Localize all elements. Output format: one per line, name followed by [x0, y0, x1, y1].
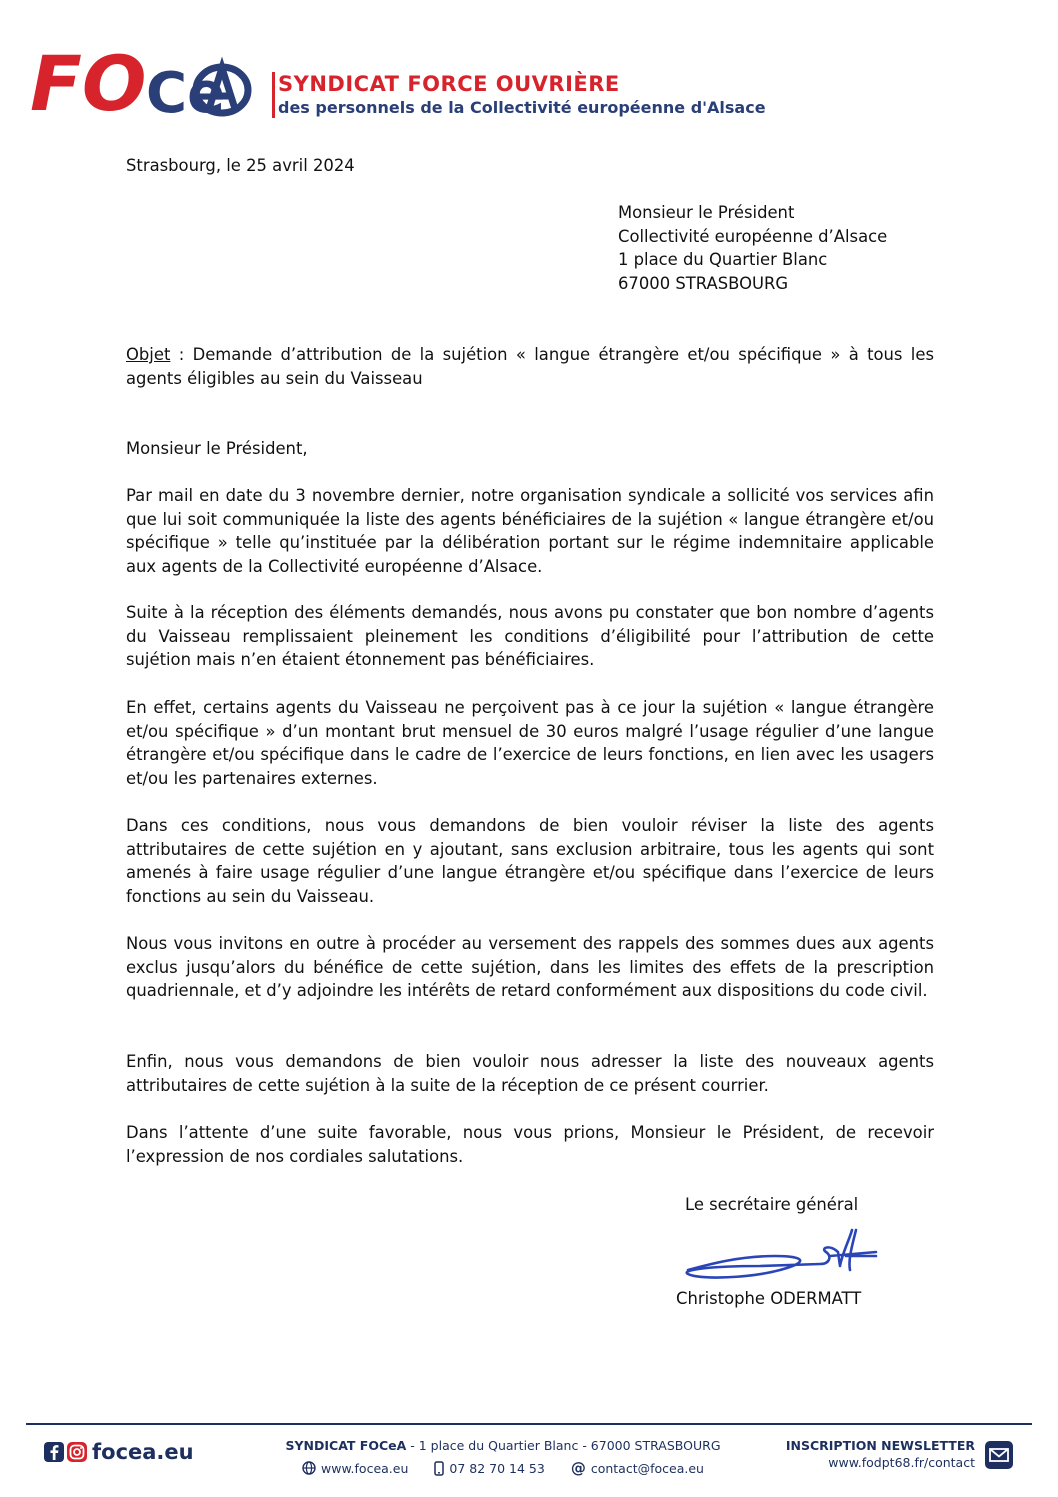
object-text: : Demande d’attribution de la sujétion « langue étrangère et/ou spécifique » à tous les agents éligibles au sein du Vaisseau — [126, 345, 934, 388]
header-divider — [272, 72, 275, 118]
handwritten-signature — [680, 1226, 880, 1284]
salutation: Monsieur le Président, — [126, 439, 308, 458]
paragraph: Dans ces conditions, nous vous demandons de bien vouloir réviser la liste des agents attributaires de cette sujétion en y ajoutant, sans exclusion arbitraire, tous les agents qui sont amenés à faire usage régulier d’une langue étrangère et/ou spécifique dans l’exercice de leurs fonctions au sein du Vaisseau. — [126, 816, 934, 906]
recipient-line: 67000 STRASBOURG — [618, 273, 789, 293]
instagram-icon[interactable] — [67, 1442, 87, 1462]
recipient-address — [618, 201, 887, 295]
paragraph: Enfin, nous vous demandons de bien vouloir nous adresser la liste des nouveaux agents attributaires de cette sujétion à la suite de la réception de ce présent courrier. — [126, 1052, 934, 1095]
recipient-line: 1 place du Quartier Blanc — [618, 250, 828, 270]
letter-object — [126, 343, 934, 390]
paragraph: En effet, certains agents du Vaisseau ne perçoivent pas à ce jour la sujétion « langue étrangère et/ou spécifique » d’un montant brut mensuel de 30 euros malgré l’usage régulier d’une langue étrangère et/ou spécifique dans le cadre de l’exercice de leurs fonctions, en lien avec les usagers et/ou les partenaires externes. — [126, 698, 934, 788]
letter-date: Strasbourg, le 25 avril 2024 — [126, 156, 355, 175]
footer-contact — [280, 1438, 726, 1477]
letterhead — [28, 28, 788, 128]
svg-text:Ce: Ce — [146, 61, 226, 123]
union-title: SYNDICAT FORCE OUVRIÈRE — [278, 72, 620, 96]
signatory-name: Christophe ODERMATT — [676, 1289, 862, 1308]
union-subtitle: des personnels de la Collectivité européenne d'Alsace — [278, 98, 766, 117]
facebook-icon[interactable] — [44, 1442, 64, 1462]
paragraph: Dans l’attente d’une suite favorable, nous vous prions, Monsieur le Président, de recevoir l’expression de nos cordiales salutations. — [126, 1123, 934, 1166]
focea-logo — [28, 28, 258, 123]
newsletter-link[interactable]: www.fodpt68.fr/contact — [828, 1455, 975, 1470]
footer-org-name: SYNDICAT FOCeA — [285, 1438, 407, 1453]
footer-address: - 1 place du Quartier Blanc - 67000 STRASBOURG — [406, 1438, 721, 1453]
footer-email[interactable]: contact@focea.eu — [590, 1460, 704, 1476]
footer-phone[interactable]: 07 82 70 14 53 — [449, 1460, 545, 1476]
at-icon: @ — [570, 1459, 586, 1477]
footer-brand[interactable]: focea.eu — [92, 1440, 194, 1464]
paragraph: Nous vous invitons en outre à procéder au versement des rappels des sommes dues aux agents exclus jusqu’alors du bénéfice de cette sujétion, dans les limites des effets de la prescription quadriennale, et d’y adjoindre les intérêts de retard conformément aux dispositions du code civil. — [126, 934, 934, 1001]
footer-divider — [26, 1423, 1032, 1425]
footer-website[interactable]: www.focea.eu — [321, 1460, 409, 1476]
newsletter-title: INSCRIPTION NEWSLETTER — [785, 1438, 975, 1453]
globe-icon — [302, 1461, 316, 1475]
recipient-line: Monsieur le Président — [618, 203, 795, 222]
social-icons — [44, 1441, 88, 1463]
newsletter-block — [770, 1438, 975, 1470]
envelope-icon[interactable] — [985, 1441, 1013, 1469]
phone-icon — [434, 1461, 444, 1476]
recipient-line: Collectivité européenne d’Alsace — [618, 226, 888, 246]
signature-title: Le secrétaire général — [685, 1195, 859, 1214]
paragraph: Par mail en date du 3 novembre dernier, notre organisation syndicale a sollicité vos services afin que lui soit communiquée la liste des agents bénéficiaires de la sujétion « langue étrangère et/ou spécifique » telle qu’instituée par la délibération portant sur le régime indemnitaire applicable aux agents de la Collectivité européenne d’Alsace. — [126, 486, 934, 576]
svg-text:FO: FO — [30, 39, 147, 123]
object-label: Objet — [126, 345, 171, 364]
paragraph: Suite à la réception des éléments demandés, nous avons pu constater que bon nombre d’agents du Vaisseau remplissaient pleinement les conditions d’éligibilité pour l’attribution de cette sujétion mais n’en étaient étonnement pas bénéficiaires. — [126, 603, 934, 670]
